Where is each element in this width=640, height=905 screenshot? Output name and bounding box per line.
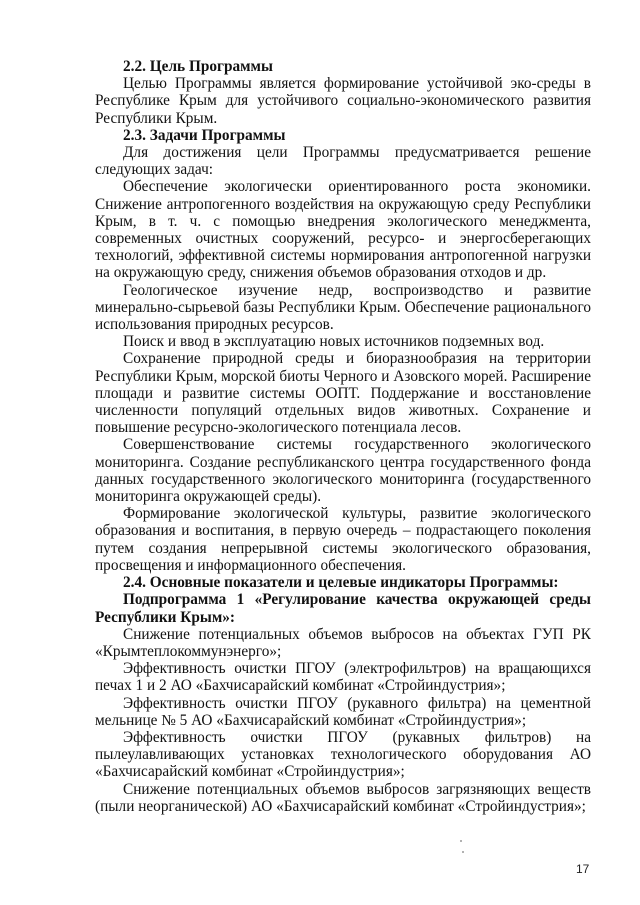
scan-speck (462, 851, 464, 853)
task-paragraph: Геологическое изучение недр, воспроизводство и развитие минерально-сырьевой базы Республики Крым. Обеспечение рационального использования природных ресурсов. (95, 281, 591, 334)
scan-speck (460, 840, 462, 842)
tasks-intro-paragraph: Для достижения цели Программы предусматривается решение следующих задач: (95, 144, 591, 179)
indicator-paragraph: Снижение потенциальных объемов выбросов загрязняющих веществ (пыли неорганической) АО «Бахчисарайский комбинат «Стройиндустрия»; (95, 780, 591, 815)
section-heading-indicators: 2.4. Основные показатели и целевые индикаторы Программы: (123, 574, 559, 592)
task-paragraph: Поиск и ввод в эксплуатацию новых источников подземных вод. (123, 333, 545, 351)
indicator-paragraph: Эффективность очистки ПГОУ (электрофильтров) на вращающихся печах 1 и 2 АО «Бахчисарайский комбинат «Стройиндустрия»; (95, 660, 591, 695)
goal-paragraph: Целью Программы является формирование устойчивой эко-среды в Республике Крым для устойчивого социально-экономического развития Республики Крым. (95, 75, 591, 127)
indicator-paragraph: Эффективность очистки ПГОУ (рукавного фильтра) на цементной мельнице № 5 АО «Бахчисарайский комбинат «Стройиндустрия»; (95, 694, 591, 729)
section-heading-tasks: 2.3. Задачи Программы (123, 126, 286, 144)
task-paragraph: Совершенствование системы государственного экологического мониторинга. Создание республиканского центра государственного фонда данных государственного экологического мониторинга (государственного мониторинга окружающей среды). (95, 436, 591, 506)
section-heading-goal: 2.2. Цель Программы (123, 58, 273, 75)
subprogram-heading: Подпрограмма 1 «Регулирование качества окружающей среды Республики Крым»: (95, 591, 591, 626)
page-number: 17 (576, 862, 590, 876)
task-paragraph: Формирование экологической культуры, развитие экологического образования и воспитания, в первую очередь – подрастающего поколения путем создания непрерывной системы экологического образования, просвещения и информационного обеспечения. (95, 505, 591, 574)
task-paragraph: Обеспечение экологически ориентированного роста экономики. Снижение антропогенного воздействия на окружающую среду Республики Крым, в т. ч. с помощью внедрения экологического менеджмента, современных очистных сооружений, ресурсо- и энергосберегающих технологий, эффективной системы нормирования антропогенной нагрузки на окружающую среду, снижения объемов образования отходов и др. (95, 178, 591, 282)
task-paragraph: Сохранение природной среды и биоразнообразия на территории Республики Крым, морской биоты Черного и Азовского морей. Расширение площади и развитие системы ООПТ. Поддержание и восстановление численности популяций отдельных видов животных. Сохранение и повышение ресурсно-экологического потенциала лесов. (95, 350, 591, 437)
indicator-paragraph: Снижение потенциальных объемов выбросов на объектах ГУП РК «Крымтеплокоммунэнерго»; (95, 625, 591, 660)
document-page (95, 58, 591, 815)
indicator-paragraph: Эффективность очистки ПГОУ (рукавных фильтров) на пылеулавливающих установках технологического оборудования АО «Бахчисарайский комбинат «Стройиндустрия»; (95, 728, 591, 781)
